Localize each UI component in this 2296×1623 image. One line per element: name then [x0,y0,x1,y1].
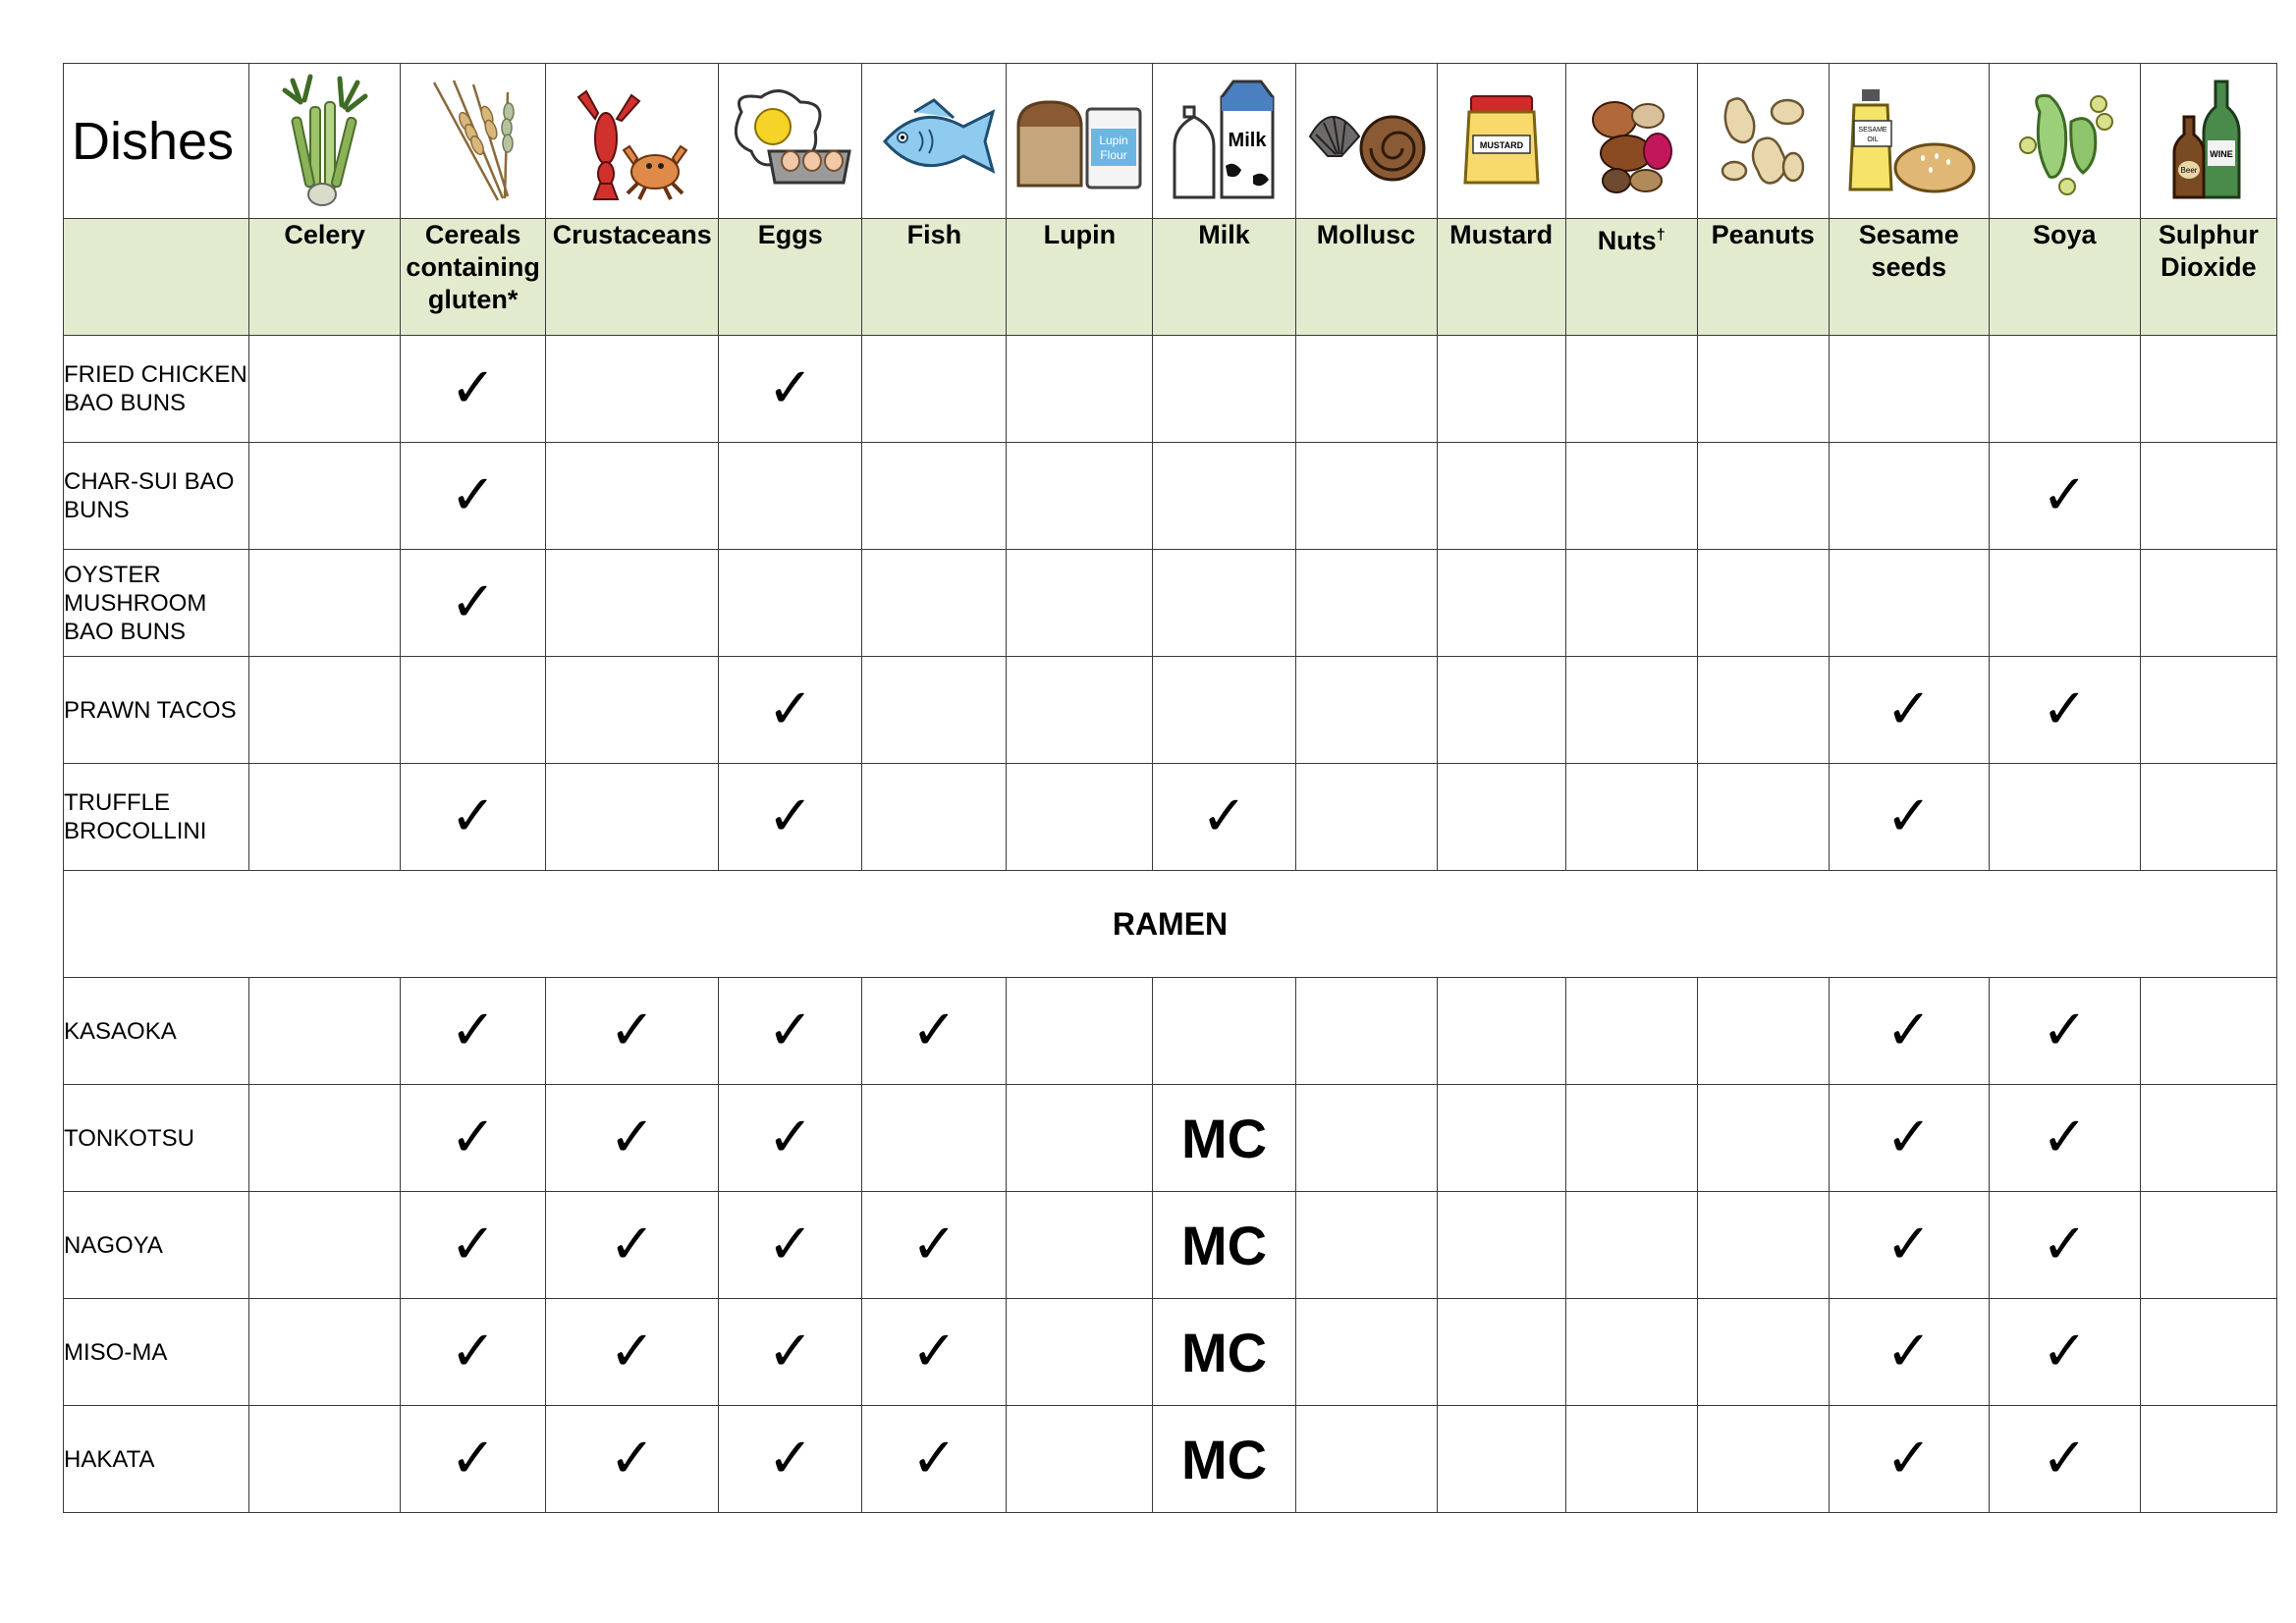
celery-icon [271,73,379,210]
allergen-cell [719,1299,862,1406]
allergen-cell [1989,764,2140,871]
check-mark-icon: ✓ [450,570,497,634]
allergen-cell [1565,1192,1697,1299]
allergen-cell [1153,550,1295,657]
allergen-cell [862,550,1007,657]
milk-icon [1165,78,1283,205]
allergen-cell [1295,657,1437,764]
check-mark-icon: ✓ [767,677,814,741]
allergen-cell [249,443,401,550]
nuts-icon [1577,82,1685,200]
beer-label: Beer [2180,165,2198,175]
allergen-cell [546,1299,719,1406]
allergen-cell [1007,657,1153,764]
allergen-cell [1989,978,2140,1085]
dish-name: MISO-MA [64,1299,249,1406]
allergen-cell [1565,1085,1697,1192]
allergen-cell [546,443,719,550]
sesame-icon [1840,87,1978,195]
allergen-cell [1829,657,1989,764]
allergen-cell [2140,443,2276,550]
check-mark-icon: ✓ [910,1320,957,1383]
allergen-cell [401,1406,546,1513]
allergen-cell [1007,550,1153,657]
allergen-cell [249,336,401,443]
nuts-icon-cell [1565,64,1697,219]
allergen-cell [862,764,1007,871]
allergen-label-sesame: Sesame seeds [1829,219,1989,336]
allergen-cell [546,1192,719,1299]
check-mark-icon: ✓ [767,1427,814,1490]
table-row [64,764,2277,871]
allergen-cell [1437,1085,1565,1192]
allergen-label-milk: Milk [1153,219,1295,336]
check-mark-icon: ✓ [2041,1427,2088,1490]
allergen-cell [249,1406,401,1513]
allergen-cell [401,978,546,1085]
allergen-cell [1153,1192,1295,1299]
section-title: RAMEN [64,871,2277,978]
allergen-cell [401,1299,546,1406]
allergen-cell [546,764,719,871]
allergen-cell [1989,550,2140,657]
allergen-cell [1565,978,1697,1085]
check-mark-icon: ✓ [450,1320,497,1383]
peanuts-icon-cell [1697,64,1829,219]
table-row [64,550,2277,657]
check-mark-icon: ✓ [450,463,497,527]
allergen-cell [1989,1299,2140,1406]
peanuts-icon [1709,82,1817,200]
check-mark-icon: ✓ [767,1320,814,1383]
mc-mark: MC [1180,1321,1268,1383]
allergen-cell [719,1192,862,1299]
check-mark-icon: ✓ [1886,999,1933,1062]
allergen-cell [546,550,719,657]
sulphur-dioxide-icon [2164,78,2253,205]
check-mark-icon: ✓ [609,1213,656,1276]
check-mark-icon: ✓ [450,999,497,1062]
allergen-cell [1437,1299,1565,1406]
allergen-cell [249,1299,401,1406]
check-mark-icon: ✓ [450,1106,497,1169]
allergen-cell [719,336,862,443]
allergen-matrix [63,63,2277,1513]
soya-icon-cell [1989,64,2140,219]
allergen-cell [1295,1406,1437,1513]
lupin-icon [1011,87,1148,195]
table-row [64,1192,2277,1299]
fish-icon [865,92,1003,190]
allergen-cell [1007,978,1153,1085]
dishes-title: Dishes [64,64,249,219]
allergen-cell [862,1085,1007,1192]
check-mark-icon: ✓ [609,1106,656,1169]
check-mark-icon: ✓ [910,999,957,1062]
allergen-cell [1697,550,1829,657]
allergen-label-eggs: Eggs [719,219,862,336]
allergen-cell [1829,978,1989,1085]
lupin-label-1: Lupin [1099,133,1129,147]
allergen-cell [1007,1299,1153,1406]
allergen-cell [1295,550,1437,657]
allergen-cell [1565,1299,1697,1406]
allergen-cell [1697,336,1829,443]
table-row [64,978,2277,1085]
allergen-cell [1295,1299,1437,1406]
eggs-icon-cell [719,64,862,219]
eggs-icon [722,82,859,200]
label-corner [64,219,249,336]
dish-name: FRIED CHICKEN BAO BUNS [64,336,249,443]
allergen-cell [1437,978,1565,1085]
wine-label: WINE [2210,148,2233,159]
allergen-cell [401,443,546,550]
check-mark-icon: ✓ [2041,999,2088,1062]
allergen-cell [249,657,401,764]
check-mark-icon: ✓ [609,1427,656,1490]
check-mark-icon: ✓ [2041,463,2088,527]
table-row [64,1406,2277,1513]
check-mark-icon: ✓ [2041,1213,2088,1276]
check-mark-icon: ✓ [767,1106,814,1169]
allergen-cell [1295,978,1437,1085]
allergen-cell [719,1406,862,1513]
allergen-cell [1153,336,1295,443]
check-mark-icon: ✓ [450,1427,497,1490]
mustard-icon-cell [1437,64,1565,219]
allergen-cell [249,1085,401,1192]
allergen-cell [546,1406,719,1513]
allergen-cell [862,443,1007,550]
allergen-cell [1007,1406,1153,1513]
allergen-cell [1007,764,1153,871]
allergen-cell [862,1299,1007,1406]
check-mark-icon: ✓ [1886,1213,1933,1276]
dish-name: PRAWN TACOS [64,657,249,764]
allergen-cell [2140,1406,2276,1513]
table-row [64,336,2277,443]
milk-label: Milk [1229,129,1267,151]
allergen-cell [862,978,1007,1085]
allergen-cell [1437,336,1565,443]
allergen-cell [1007,336,1153,443]
allergen-cell [1697,443,1829,550]
check-mark-icon: ✓ [767,999,814,1062]
milk-icon-cell [1153,64,1295,219]
check-mark-icon: ✓ [910,1213,957,1276]
check-mark-icon: ✓ [910,1427,957,1490]
allergen-cell [2140,1192,2276,1299]
allergen-cell [1565,764,1697,871]
allergen-cell [1007,443,1153,550]
dish-name: CHAR-SUI BAO BUNS [64,443,249,550]
allergen-cell [546,657,719,764]
check-mark-icon: ✓ [1886,1106,1933,1169]
allergen-cell [249,550,401,657]
allergen-cell [1437,550,1565,657]
allergen-cell [401,336,546,443]
check-mark-icon: ✓ [609,999,656,1062]
fish-icon-cell [862,64,1007,219]
allergen-cell [2140,1085,2276,1192]
allergen-cell [1697,978,1829,1085]
allergen-cell [1829,336,1989,443]
allergen-cell [1437,1406,1565,1513]
allergen-cell [401,764,546,871]
allergen-cell [2140,764,2276,871]
allergen-cell [1295,336,1437,443]
allergen-cell [1829,1085,1989,1192]
allergen-cell [1989,657,2140,764]
check-mark-icon: ✓ [767,1213,814,1276]
check-mark-icon: ✓ [1886,677,1933,741]
allergen-cell [1437,764,1565,871]
allergen-cell [1295,1085,1437,1192]
allergen-cell [862,1192,1007,1299]
allergen-cell [1153,1406,1295,1513]
footnote-dagger: † [1656,227,1666,243]
sesame-label-2: OIL [1867,135,1879,143]
allergen-cell [1697,764,1829,871]
allergen-cell [1829,1299,1989,1406]
allergen-cell [1153,1299,1295,1406]
allergen-cell [862,336,1007,443]
allergen-cell [2140,978,2276,1085]
allergen-cell [1295,764,1437,871]
check-mark-icon: ✓ [1201,784,1247,848]
allergen-cell [2140,336,2276,443]
allergen-cell [249,764,401,871]
allergen-cell [1437,443,1565,550]
allergen-cell [1829,1192,1989,1299]
allergen-cell [401,1085,546,1192]
allergen-cell [1153,443,1295,550]
allergen-label-mollusc: Mollusc [1295,219,1437,336]
allergen-cell [1153,1085,1295,1192]
allergen-label-lupin: Lupin [1007,219,1153,336]
allergen-label-soya: Soya [1989,219,2140,336]
allergen-cell [719,764,862,871]
crustaceans-icon-cell [546,64,719,219]
allergen-label-fish: Fish [862,219,1007,336]
allergen-label-celery: Celery [249,219,401,336]
sesame-icon-cell [1829,64,1989,219]
allergen-cell [1697,1406,1829,1513]
check-mark-icon: ✓ [1886,784,1933,848]
check-mark-icon: ✓ [1886,1427,1933,1490]
allergen-cell [2140,1299,2276,1406]
allergen-cell [546,336,719,443]
allergen-cell [862,657,1007,764]
allergen-cell [1989,1192,2140,1299]
allergen-label-peanuts: Peanuts [1697,219,1829,336]
table-row [64,657,2277,764]
allergen-cell [546,978,719,1085]
allergen-cell [1565,657,1697,764]
allergen-cell [2140,550,2276,657]
allergen-cell [1829,1406,1989,1513]
lupin-label-2: Flour [1100,147,1128,162]
allergen-cell [1437,657,1565,764]
dish-name: TONKOTSU [64,1085,249,1192]
allergen-cell [1989,443,2140,550]
allergen-cell [862,1406,1007,1513]
lupin-icon-cell [1007,64,1153,219]
allergen-cell [1565,1406,1697,1513]
mc-mark: MC [1180,1214,1268,1276]
celery-icon-cell [249,64,401,219]
check-mark-icon: ✓ [767,784,814,848]
check-mark-icon: ✓ [450,1213,497,1276]
check-mark-icon: ✓ [1886,1320,1933,1383]
icon-row [64,64,2277,219]
allergen-cell [1565,550,1697,657]
soya-icon [2010,82,2118,200]
allergen-cell [1295,443,1437,550]
wheat-icon-cell [401,64,546,219]
table-row [64,1299,2277,1406]
allergen-cell [1153,657,1295,764]
table-row [64,1085,2277,1192]
check-mark-icon: ✓ [2041,677,2088,741]
allergen-cell [1565,336,1697,443]
dish-name: TRUFFLE BROCOLLINI [64,764,249,871]
allergen-cell [1295,1192,1437,1299]
check-mark-icon: ✓ [2041,1320,2088,1383]
allergen-label-row [64,219,2277,336]
allergen-cell [1007,1192,1153,1299]
mc-mark: MC [1180,1107,1268,1169]
allergen-cell [1989,336,2140,443]
crustaceans-icon [569,78,696,205]
allergen-label-sulphur-dioxide: Sulphur Dioxide [2140,219,2276,336]
allergen-cell [249,1192,401,1299]
allergen-label-mustard: Mustard [1437,219,1565,336]
mollusc-icon-cell [1295,64,1437,219]
wheat-icon [414,73,532,210]
table-row [64,443,2277,550]
allergen-cell [1697,1299,1829,1406]
allergen-cell [1153,764,1295,871]
allergen-cell [2140,657,2276,764]
allergen-cell [249,978,401,1085]
check-mark-icon: ✓ [767,356,814,420]
allergen-label-crustaceans: Crustaceans [546,219,719,336]
check-mark-icon: ✓ [609,1320,656,1383]
mustard-label: MUSTARD [1479,139,1523,150]
allergen-cell [1697,657,1829,764]
allergen-cell [1007,1085,1153,1192]
mollusc-icon [1302,97,1430,186]
allergen-cell [1153,978,1295,1085]
allergen-cell [719,1085,862,1192]
allergen-cell [719,443,862,550]
allergen-cell [719,978,862,1085]
allergen-cell [1697,1192,1829,1299]
allergen-cell [1829,443,1989,550]
check-mark-icon: ✓ [2041,1106,2088,1169]
allergen-cell [1697,1085,1829,1192]
allergen-cell [401,1192,546,1299]
sulphur-dioxide-icon-cell [2140,64,2276,219]
allergen-cell [1989,1085,2140,1192]
dish-name: HAKATA [64,1406,249,1513]
mustard-icon [1457,92,1546,190]
allergen-cell [1565,443,1697,550]
allergen-cell [1437,1192,1565,1299]
allergen-cell [401,657,546,764]
dish-name: OYSTER MUSHROOM BAO BUNS [64,550,249,657]
dish-name: KASAOKA [64,978,249,1085]
check-mark-icon: ✓ [450,784,497,848]
allergen-cell [719,657,862,764]
check-mark-icon: ✓ [450,356,497,420]
allergen-label-wheat: Cereals containing gluten* [401,219,546,336]
allergen-cell [401,550,546,657]
sesame-label-1: SESAME [1858,126,1887,134]
allergen-cell [1829,764,1989,871]
allergen-cell [546,1085,719,1192]
dish-name: NAGOYA [64,1192,249,1299]
section-row [64,871,2277,978]
allergen-cell [719,550,862,657]
allergen-cell [1989,1406,2140,1513]
allergen-cell [1829,550,1989,657]
mc-mark: MC [1180,1428,1268,1490]
allergen-label-nuts: Nuts† [1565,219,1697,336]
